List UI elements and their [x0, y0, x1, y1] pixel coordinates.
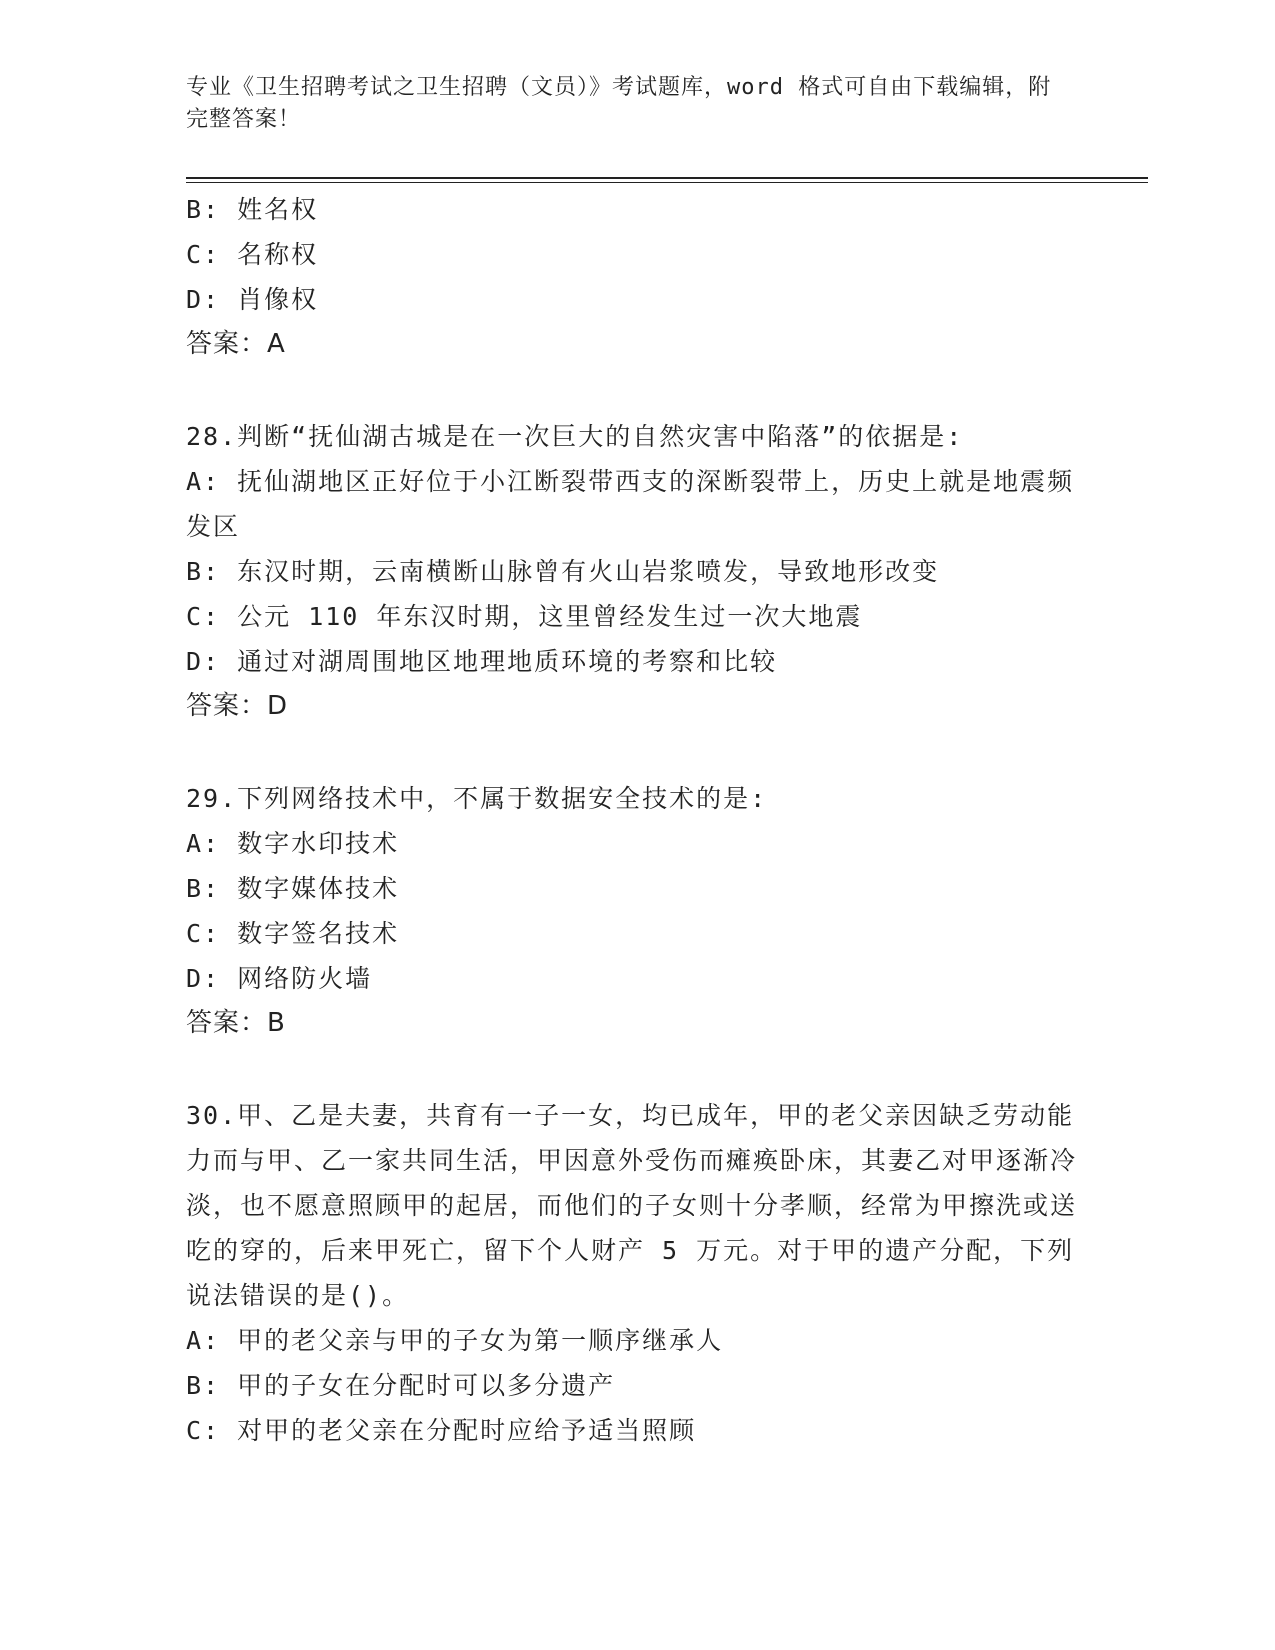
option-d: D: 通过对湖周围地区地理地质环境的考察和比较: [186, 647, 778, 676]
document-header: [186, 72, 1066, 136]
spacer: [186, 367, 1086, 414]
question-28: [186, 414, 1086, 729]
question-list: [186, 187, 1086, 1453]
spacer: [186, 729, 1086, 776]
header-divider-thick: [186, 177, 1148, 179]
question-30: [186, 1093, 1086, 1453]
option-b: B: 姓名权: [186, 195, 319, 224]
spacer: [186, 1046, 1086, 1093]
option-a: A: 数字水印技术: [186, 829, 400, 858]
header-divider-thin: [186, 182, 1148, 183]
question-27: [186, 187, 1086, 367]
option-c: C: 公元 110 年东汉时期，这里曾经发生过一次大地震: [186, 602, 863, 631]
answer: 答案：D: [186, 691, 289, 721]
option-b: B: 东汉时期，云南横断山脉曾有火山岩浆喷发，导致地形改变: [186, 557, 940, 586]
option-c: C: 名称权: [186, 240, 319, 269]
option-b: B: 甲的子女在分配时可以多分遗产: [186, 1371, 616, 1400]
answer: 答案：A: [186, 329, 286, 359]
header-text: 专业《卫生招聘考试之卫生招聘（文员）》考试题库，word 格式可自由下载编辑，附完整答案！: [186, 75, 1052, 132]
option-c: C: 数字签名技术: [186, 919, 400, 948]
option-c: C: 对甲的老父亲在分配时应给予适当照顾: [186, 1416, 697, 1445]
option-d: D: 网络防火墙: [186, 964, 373, 993]
option-d: D: 肖像权: [186, 285, 319, 314]
question-text: 28.判断“抚仙湖古城是在一次巨大的自然灾害中陷落”的依据是:: [186, 422, 964, 451]
option-a: A: 甲的老父亲与甲的子女为第一顺序继承人: [186, 1326, 724, 1355]
question-text: 30.甲、乙是夫妻，共育有一子一女，均已成年，甲的老父亲因缺乏劳动能力而与甲、乙一家共同生活，甲因意外受伤而瘫痪卧床，其妻乙对甲逐渐冷淡，也不愿意照顾甲的起居，而他们的子女则十分孝顺，经常为甲擦洗或送吃的穿的，后来甲死亡，留下个人财产 5 万元。对于甲的遗产分配，下列说法错误的是()。: [186, 1101, 1078, 1310]
question-29: [186, 776, 1086, 1046]
question-text: 29.下列网络技术中，不属于数据安全技术的是:: [186, 784, 768, 813]
answer: 答案：B: [186, 1008, 286, 1038]
option-b: B: 数字媒体技术: [186, 874, 400, 903]
option-a: A: 抚仙湖地区正好位于小江断裂带西支的深断裂带上，历史上就是地震频发区: [186, 467, 1075, 541]
